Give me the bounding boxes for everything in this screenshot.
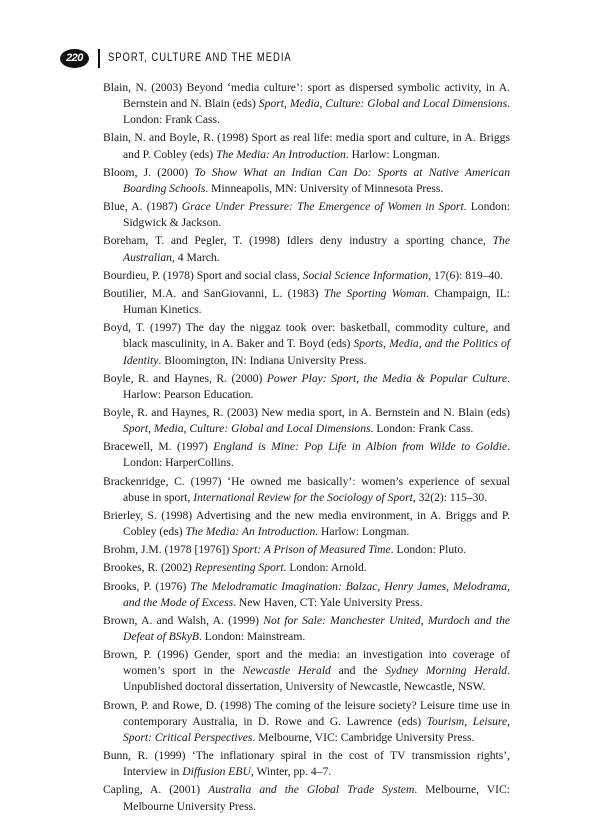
reference-text: Brookes, R. (2002) [103,561,195,575]
reference-text: . Harlow: Longman. [345,147,440,161]
reference-title: The Melodramatic Imagination: Balzac, Henry James, Melodrama, and the Mode of Excess [123,579,510,609]
reference-text: Brierley, S. (1998) Advertising and the new media environment, in A. Briggs and P. Cobley (eds) [103,508,510,539]
reference-text: Boutilier, M.A. and SanGiovanni, L. (1983) [103,286,324,300]
reference-text: Brown, A. and Walsh, A. (1999) [103,613,264,627]
reference-text: . London: Frank Cass. [370,422,474,436]
reference-text: . Minneapolis, MN: University of Minnesota Press. [205,181,444,195]
reference-entry [103,613,510,645]
reference-title: The Media: An Introduction [185,525,316,539]
reference-text: . Bloomington, IN: Indiana University Press. [158,353,367,367]
reference-text: . London: Arnold. [283,561,367,575]
reference-title: England is Mine: Pop Life in Albion from Wilde to Goldie [213,440,508,454]
reference-text: . Harlow: Longman. [315,525,410,539]
reference-entry [103,286,510,318]
reference-title: Newcastle Herald [242,664,331,678]
reference-title: Representing Sport [194,561,284,575]
reference-text: Bloom, J. (2000) [103,165,195,179]
reference-text: . Champaign, IL: Human Kinetics. [123,286,510,317]
reference-text: , 32(2): 115–30. [412,490,488,504]
reference-entry [103,439,510,471]
reference-entry [103,371,510,403]
reference-text: Brohm, J.M. (1978 [1976]) [103,543,233,557]
reference-text: . Unpublished doctoral dissertation, University of Newcastle, Newcastle, NSW. [123,664,510,694]
reference-text: Brown, P. (1996) Gender, sport and the media: an investigation into coverage of women’s sport in the [103,648,510,678]
reference-text: Brown, P. and Rowe, D. (1998) The coming of the leisure society? Leisure time use in contemporary Australia, in D. Rowe and G. Lawrence (eds) [103,698,510,728]
reference-text: Boyle, R. and Haynes, R. (2000) [103,371,267,385]
reference-entry [103,165,510,197]
reference-text: . London: Pluto. [390,543,467,557]
reference-entry [103,474,510,506]
reference-entry [103,199,510,231]
reference-title: Sport, Media, Culture: Global and Local Dimensions [258,97,508,111]
reference-title: Grace Under Pressure: The Emergence of Women in Sport [181,200,464,214]
reference-list [103,80,510,817]
reference-entry [103,560,510,576]
reference-title: Sydney Morning Herald [385,664,508,678]
reference-title: International Review for the Sociology of Sport [193,490,413,504]
reference-text: Brackenridge, C. (1997) ‘He owned me basically’: women’s experience of sexual abuse in sport, [103,474,510,504]
reference-text: . Harlow: Pearson Education. [123,371,510,401]
reference-text: . London: HarperCollins. [123,440,510,470]
reference-title: To Show What an Indian Can Do: Sports at Native American Boarding Schools [123,165,511,195]
reference-text: . London: Sidgwick & Jackson. [123,200,510,230]
reference-text: . New Haven, CT: Yale University Press. [233,595,423,609]
reference-entry [103,405,510,437]
reference-title: Australia and the Global Trade System [208,783,415,797]
reference-text: , 17(6): 819–40. [428,268,503,282]
reference-title: Social Science Information [302,268,429,282]
reference-text: Boyle, R. and Haynes, R. (2003) New media sport, in A. Bernstein and N. Blain (eds) [103,405,510,419]
reference-text: Brooks, P. (1976) [103,579,191,593]
reference-title: Power Play: Sport, the Media & Popular Culture [266,371,508,385]
reference-text: Bourdieu, P. (1978) Sport and social class, [103,268,303,282]
reference-title: Sports, Media, and the Politics of Identity [123,337,510,367]
reference-entry [103,748,510,780]
reference-text: . London: Mainstream. [198,630,306,643]
reference-text: Blain, N. (2003) Beyond ‘media culture’: sport as dispersed symbolic activity, in A. Bernstein and N. Blain (eds) [103,81,510,111]
reference-title: Diffusion EBU [182,765,251,779]
reference-text: . London: Frank Cass. [123,97,510,127]
reference-text: , Winter, pp. 4–7. [250,765,332,779]
reference-entry [103,80,510,128]
reference-text: and the [330,664,386,678]
running-title: SPORT, CULTURE AND THE MEDIA [108,52,292,64]
reference-text: Boyd, T. (1997) The day the niggaz took over: basketball, commodity culture, and black masculinity, in A. Baker and T. Boyd (eds) [103,321,510,351]
reference-text: . Melbourne, VIC: Cambridge University Press. [252,730,475,744]
reference-title: The Australian [123,234,510,264]
reference-text: Bunn, R. (1999) ‘The inflationary spiral in the cost of TV transmission rights’, Interview in [103,749,510,779]
reference-title: The Sporting Woman [323,286,427,300]
reference-text: , 4 March. [171,250,220,264]
reference-title: Not for Sale: Manchester United, Murdoch and the Defeat of BSkyB [123,613,511,643]
reference-text: Boreham, T. and Pegler, T. (1998) Idlers deny industry a sporting chance, [103,234,493,248]
reference-entry [103,698,510,746]
reference-entry [103,320,510,368]
reference-text: Blue, A. (1987) [103,200,182,214]
reference-entry [103,130,510,162]
reference-title: Sport, Media, Culture: Global and Local Dimensions [123,422,371,436]
reference-entry [103,268,510,284]
reference-text: Capling, A. (2001) [103,783,209,797]
reference-title: Sport: A Prison of Measured Time [232,543,391,557]
reference-title: The Media: An Introduction [216,147,346,161]
running-header [60,48,332,68]
reference-title: Tourism, Leisure, Sport: Critical Perspectives [123,714,511,744]
reference-entry [103,647,510,695]
reference-entry [103,542,510,558]
reference-entry [103,233,510,265]
reference-entry [103,508,510,540]
reference-text: Blain, N. and Boyle, R. (1998) Sport as real life: media sport and culture, in A. Briggs and P. Cobley (eds) [103,131,510,161]
header-divider [98,49,100,68]
reference-entry [103,782,510,814]
reference-text: . Melbourne, VIC: Melbourne University Press. [123,783,510,813]
reference-text: Bracewell, M. (1997) [103,440,214,454]
page-number-badge: 220 [60,49,89,68]
reference-entry [103,579,510,611]
